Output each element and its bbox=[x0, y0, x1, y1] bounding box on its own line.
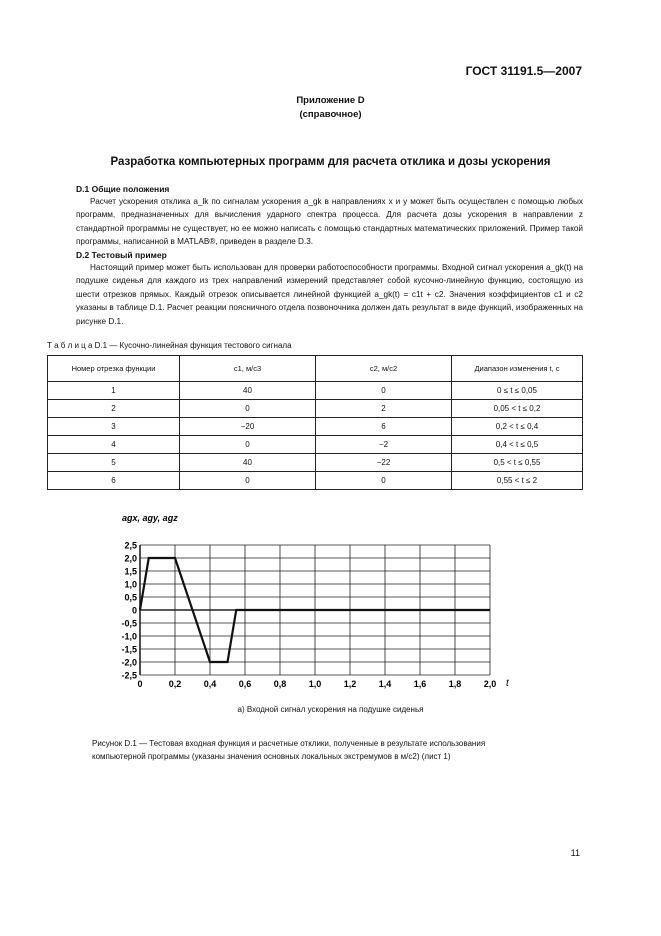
x-tick-label: 2,0 bbox=[483, 679, 497, 689]
y-tick-labels bbox=[121, 541, 137, 681]
table-cell: 0,5 < t ≤ 0,55 bbox=[452, 454, 583, 472]
col-header-c2: c2, м/с2 bbox=[316, 356, 452, 382]
figure-caption-line-2: компьютерной программы (указаны значения основных локальных экстремумов в м/с2) (лист 1) bbox=[92, 752, 451, 761]
input-signal-chart bbox=[100, 508, 520, 700]
table-cell: 6 bbox=[316, 418, 452, 436]
table-cell: 2 bbox=[316, 400, 452, 418]
x-tick-label: 0 bbox=[137, 679, 143, 689]
table-cell: 1 bbox=[48, 382, 180, 400]
x-tick-labels bbox=[137, 679, 496, 689]
table-cell: 40 bbox=[180, 382, 316, 400]
figure-caption bbox=[92, 737, 572, 763]
appendix-title: Приложение D bbox=[296, 95, 365, 106]
table-caption: Т а б л и ц а D.1 — Кусочно-линейная функция тестового сигнала bbox=[47, 341, 292, 350]
x-tick-label: 0,2 bbox=[168, 679, 182, 689]
x-axis-label: t bbox=[506, 678, 509, 689]
table-cell: 3 bbox=[48, 418, 180, 436]
y-tick-label: -0,5 bbox=[121, 618, 137, 629]
section-d2-paragraph: Настоящий пример может быть использован для проверки работоспособности программы. Входной сигнал ускорения a_gk(t) на подушке сиденья для каждого из трех направлений измерений представляет собой кусочно-линейную функцию, состоящую из шести отрезков прямых. Каждый отрезок описывается линейной функцией a_gk(t) = c1t + c2. Значения коэффициентов c1 и c2 указаны в таблице D.1. Расчет реакции поясничного отдела позвоночника должен дать результат в виде функций, изображенных на рисунке D.1. bbox=[76, 263, 583, 326]
y-axis-label: agx, agy, agz bbox=[122, 513, 178, 523]
x-tick-label: 0,6 bbox=[238, 679, 252, 689]
table-cell: 0 ≤ t ≤ 0,05 bbox=[452, 382, 583, 400]
y-tick-label: -1,0 bbox=[121, 631, 137, 642]
table-cell: −22 bbox=[316, 454, 452, 472]
table-row bbox=[48, 382, 583, 400]
y-tick-label: 2,0 bbox=[124, 553, 137, 564]
table-cell: 2 bbox=[48, 400, 180, 418]
table-cell: 0 bbox=[316, 472, 452, 490]
y-tick-label: 1,0 bbox=[124, 579, 137, 590]
y-tick-label: 0 bbox=[131, 605, 137, 616]
page-title: Разработка компьютерных программ для расчета отклика и дозы ускорения bbox=[110, 156, 551, 168]
x-tick-label: 1,8 bbox=[448, 679, 462, 689]
section-d1-paragraph: Расчет ускорения отклика a_lk по сигналам ускорения a_gk в направлениях x и y может быть осуществлен с помощью любых программ, предназначенных для вычисления ударного спектра процесса. Для расчета дозы ускорения в направлении z стандартной программы не существует, но ее можно написать с помощью стандартных математических приложений. Пример такой программы, написанной в MATLAB®, приведен в разделе D.3. bbox=[76, 197, 583, 247]
figure-subcaption: а) Входной сигнал ускорения на подушке сиденья bbox=[237, 705, 424, 714]
x-tick-label: 1,0 bbox=[308, 679, 322, 689]
table-cell: −2 bbox=[316, 436, 452, 454]
section-d2-heading: D.2 Тестовый пример bbox=[76, 250, 167, 260]
table-header-row bbox=[48, 356, 583, 382]
x-tick-label: 1,2 bbox=[343, 679, 357, 689]
table-row bbox=[48, 418, 583, 436]
table-row bbox=[48, 436, 583, 454]
table-cell: 0 bbox=[316, 382, 452, 400]
table-cell: 0,2 < t ≤ 0,4 bbox=[452, 418, 583, 436]
y-tick-label: 1,5 bbox=[124, 566, 137, 577]
section-d1-heading: D.1 Общие положения bbox=[76, 184, 170, 194]
col-header-range: Диапазон изменения t, с bbox=[452, 356, 583, 382]
y-tick-label: 0,5 bbox=[124, 592, 137, 603]
col-header-segment: Номер отрезка функции bbox=[48, 356, 180, 382]
coefficient-table bbox=[47, 355, 583, 490]
table-cell: 4 bbox=[48, 436, 180, 454]
page-number: 11 bbox=[570, 848, 580, 858]
appendix-heading bbox=[0, 94, 661, 122]
table-cell: 0 bbox=[180, 400, 316, 418]
y-tick-label: -2,5 bbox=[121, 670, 137, 681]
table-cell: 0,05 < t ≤ 0,2 bbox=[452, 400, 583, 418]
figure-caption-line-1: Рисунок D.1 — Тестовая входная функция и расчетные отклики, полученные в результате использования bbox=[92, 739, 486, 748]
standard-number: ГОСТ 31191.5—2007 bbox=[465, 64, 582, 78]
y-tick-label: 2,5 bbox=[124, 540, 137, 551]
table-cell: 0 bbox=[180, 472, 316, 490]
table-cell: 6 bbox=[48, 472, 180, 490]
table-cell: 5 bbox=[48, 454, 180, 472]
appendix-subtitle: (справочное) bbox=[299, 109, 362, 120]
x-tick-label: 0,4 bbox=[203, 679, 217, 689]
col-header-c1: c1, м/с3 bbox=[180, 356, 316, 382]
table-cell: 40 bbox=[180, 454, 316, 472]
table-row bbox=[48, 400, 583, 418]
table-cell: 0 bbox=[180, 436, 316, 454]
x-tick-label: 1,6 bbox=[413, 679, 427, 689]
table-cell: 0,55 < t ≤ 2 bbox=[452, 472, 583, 490]
y-tick-label: -2,0 bbox=[121, 657, 137, 668]
table-row bbox=[48, 454, 583, 472]
section-d1-text bbox=[76, 195, 583, 249]
y-tick-label: -1,5 bbox=[121, 644, 137, 655]
table-row bbox=[48, 472, 583, 490]
table-cell: −20 bbox=[180, 418, 316, 436]
x-tick-label: 1,4 bbox=[378, 679, 392, 689]
section-d2-text bbox=[76, 261, 583, 328]
x-tick-label: 0,8 bbox=[273, 679, 287, 689]
table-cell: 0,4 < t ≤ 0,5 bbox=[452, 436, 583, 454]
